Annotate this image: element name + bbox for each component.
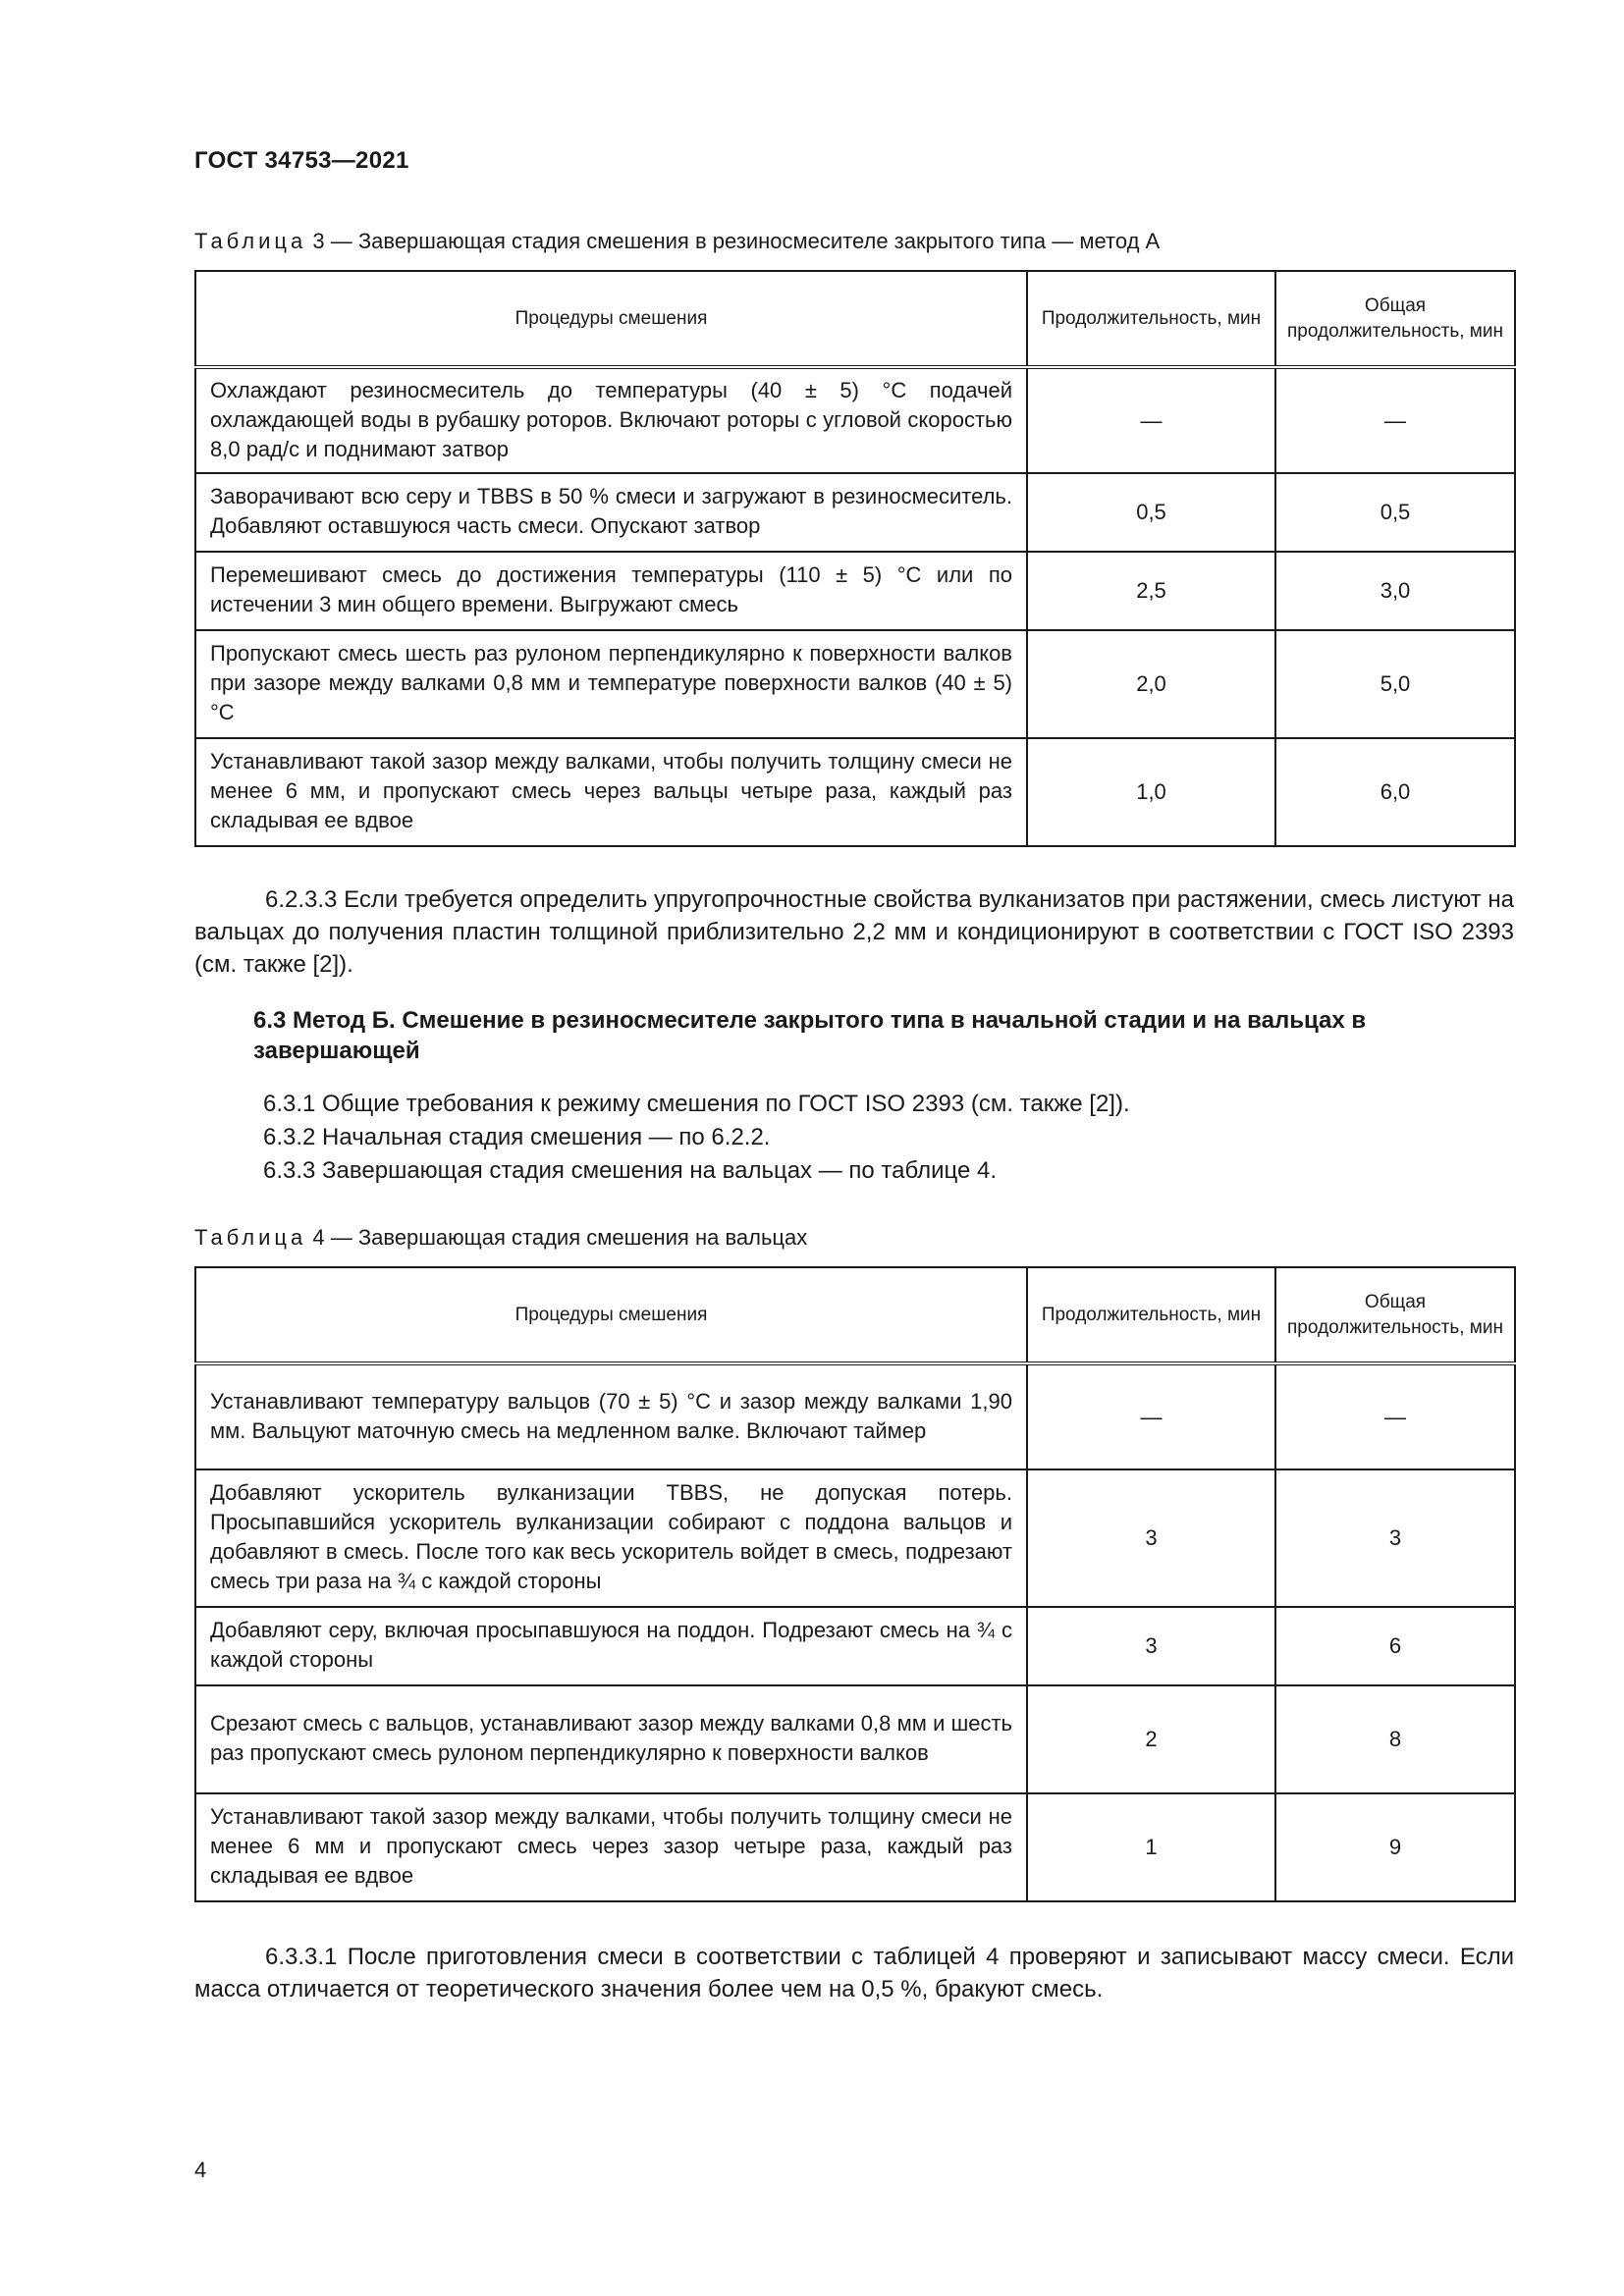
- table-row: [195, 1685, 1515, 1793]
- total-duration-cell: 9: [1275, 1793, 1515, 1901]
- table3-caption: [194, 229, 1160, 254]
- duration-cell: 0,5: [1027, 473, 1275, 552]
- duration-cell: —: [1027, 367, 1275, 473]
- total-duration-cell: —: [1275, 367, 1515, 473]
- table-row: [195, 1607, 1515, 1685]
- paragraph-6-3-3-1: 6.3.3.1 После приготовления смеси в соответствии с таблицей 4 проверяют и записывают массу смеси. Если масса отличается от теоретического значения более чем на 0,5 %, бракуют смесь.: [194, 1944, 1514, 2002]
- total-duration-cell: 5,0: [1275, 630, 1515, 738]
- paragraph-6-3-1: 6.3.1 Общие требования к режиму смешения по ГОСТ ISO 2393 (см. также [2]).: [263, 1091, 1130, 1117]
- duration-cell: 3: [1027, 1469, 1275, 1607]
- table-row: [195, 552, 1515, 630]
- procedure-cell: Пропускают смесь шесть раз рулоном перпендикулярно к поверхности валков при зазоре между валками 0,8 мм и температуре поверхности валков (40 ± 5) °С: [195, 630, 1027, 738]
- total-duration-cell: —: [1275, 1363, 1515, 1469]
- procedure-cell: Охлаждают резиносмеситель до температуры (40 ± 5) °С подачей охлаждающей воды в рубашку роторов. Включают роторы с угловой скоростью 8,0 рад/с и поднимают затвор: [195, 367, 1027, 473]
- procedure-cell: Срезают смесь с вальцов, устанавливают зазор между валками 0,8 мм и шесть раз пропускают смесь рулоном перпендикулярно к поверхности валков: [195, 1685, 1027, 1793]
- total-duration-cell: 0,5: [1275, 473, 1515, 552]
- table4-header-total-duration: Общая продолжительность, мин: [1275, 1267, 1515, 1363]
- table-row: [195, 367, 1515, 473]
- table4-header-duration: Продолжительность, мин: [1027, 1267, 1275, 1363]
- table3-header-procedures: Процедуры смешения: [195, 271, 1027, 367]
- total-duration-cell: 8: [1275, 1685, 1515, 1793]
- duration-cell: 3: [1027, 1607, 1275, 1685]
- paragraph-6-3-3: 6.3.3 Завершающая стадия смешения на вальцах — по таблице 4.: [263, 1157, 998, 1184]
- duration-cell: 2,5: [1027, 552, 1275, 630]
- table-row: [195, 1363, 1515, 1469]
- duration-cell: 1,0: [1027, 738, 1275, 846]
- table4-caption-text: 4 — Завершающая стадия смешения на вальцах: [312, 1225, 808, 1250]
- duration-cell: —: [1027, 1363, 1275, 1469]
- procedure-cell: Добавляют серу, включая просыпавшуюся на поддон. Подрезают смесь на ¾ с каждой стороны: [195, 1607, 1027, 1685]
- procedure-cell: Перемешивают смесь до достижения температуры (110 ± 5) °С или по истечении 3 мин общего времени. Выгружают смесь: [195, 552, 1027, 630]
- table4-header-procedures: Процедуры смешения: [195, 1267, 1027, 1363]
- table4-caption-word: Таблица: [194, 1225, 307, 1250]
- paragraph-6-2-3-3: 6.2.3.3 Если требуется определить упругопрочностные свойства вулканизатов при растяжении, смесь листуют на вальцах до получения пластин толщиной приблизительно 2,2 мм и кондиционируют в соответствии с ГОСТ ISO 2393 (см. также [2]).: [194, 886, 1514, 978]
- total-duration-cell: 6,0: [1275, 738, 1515, 846]
- total-duration-cell: 6: [1275, 1607, 1515, 1685]
- table-row: [195, 1793, 1515, 1901]
- procedure-cell: Добавляют ускоритель вулканизации TBBS, не допуская потерь. Просыпавшийся ускоритель вулканизации собирают с поддона вальцов и добавляют в смесь. После того как весь ускоритель войдет в смесь, подрезают смесь три раза на ¾ с каждой стороны: [195, 1469, 1027, 1607]
- procedure-cell: Заворачивают всю серу и TBBS в 50 % смеси и загружают в резиносмеситель. Добавляют оставшуюся часть смеси. Опускают затвор: [195, 473, 1027, 552]
- section-heading-6-3: 6.3 Метод Б. Смешение в резиносмесителе закрытого типа в начальной стадии и на вальцах в завершающей: [253, 1007, 1367, 1064]
- table-row: [195, 1469, 1515, 1607]
- duration-cell: 2,0: [1027, 630, 1275, 738]
- table-row: [195, 630, 1515, 738]
- table-row: [195, 473, 1515, 552]
- table3: [194, 270, 1516, 847]
- duration-cell: 2: [1027, 1685, 1275, 1793]
- table3-caption-text: 3 — Завершающая стадия смешения в резиносмесителе закрытого типа — метод А: [312, 229, 1161, 253]
- duration-cell: 1: [1027, 1793, 1275, 1901]
- document-title: ГОСТ 34753—2021: [194, 147, 409, 174]
- table4-header-row: [195, 1267, 1515, 1363]
- table4: [194, 1266, 1516, 1902]
- total-duration-cell: 3,0: [1275, 552, 1515, 630]
- procedure-cell: Устанавливают такой зазор между валками, чтобы получить толщину смеси не менее 6 мм и пропускают смесь через зазор четыре раза, каждый раз складывая ее вдвое: [195, 1793, 1027, 1901]
- procedure-cell: Устанавливают такой зазор между валками, чтобы получить толщину смеси не менее 6 мм, и пропускают смесь через вальцы четыре раза, каждый раз складывая ее вдвое: [195, 738, 1027, 846]
- page-number: 4: [194, 2158, 207, 2182]
- table3-header-row: [195, 271, 1515, 367]
- procedure-cell: Устанавливают температуру вальцов (70 ± 5) °С и зазор между валками 1,90 мм. Вальцуют маточную смесь на медленном валке. Включают таймер: [195, 1363, 1027, 1469]
- total-duration-cell: 3: [1275, 1469, 1515, 1607]
- table3-header-total-duration: Общая продолжительность, мин: [1275, 271, 1515, 367]
- table4-caption: [194, 1225, 807, 1251]
- table-row: [195, 738, 1515, 846]
- table3-header-duration: Продолжительность, мин: [1027, 271, 1275, 367]
- table3-caption-word: Таблица: [194, 229, 307, 253]
- paragraph-6-3-2: 6.3.2 Начальная стадия смешения — по 6.2.2.: [263, 1124, 771, 1150]
